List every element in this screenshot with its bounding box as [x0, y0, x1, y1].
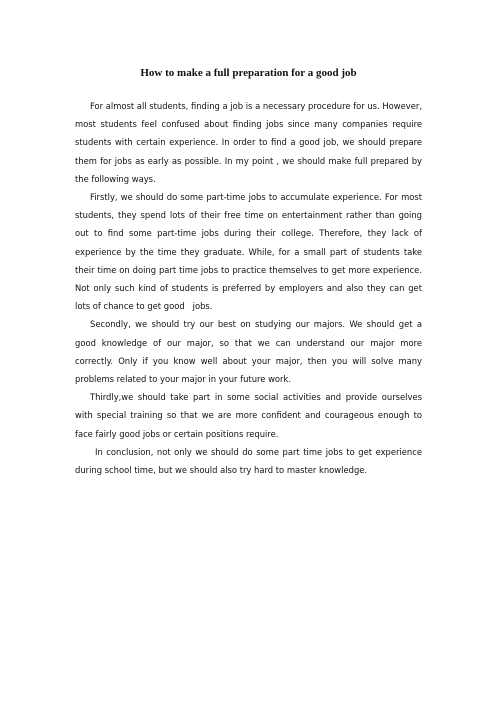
paragraph-thirdly: Thirdly,we should take part in some social activities and provide ourselves with special training so that we are more confident and courageous enough to face fairly good jobs or certain positions require. [75, 392, 422, 439]
document-body [75, 97, 422, 479]
paragraph-conclusion: In conclusion, not only we should do some part time jobs to get experience during school time, but we should also try hard to master knowledge. [75, 446, 422, 476]
paragraph-intro: For almost all students, finding a job is a necessary procedure for us. However, most students feel confused about finding jobs since many companies require students with certain experience. In order to find a good job, we should prepare them for jobs as early as possible. In my point , we should make full prepared by the following ways. [75, 101, 422, 184]
document-title: How to make a full preparation for a good job [140, 67, 357, 79]
paragraph-firstly: Firstly, we should do some part-time jobs to accumulate experience. For most students, they spend lots of their free time on entertainment rather than going out to find some part-time jobs during their college. Therefore, they lack of experience by the time they graduate. While, for a small part of students take their time on doing part time jobs to practice themselves to get more experience. Not only such kind of students is preferred by employers and also they can get lots of chance to get good jobs. [75, 192, 422, 312]
paragraph-secondly: Secondly, we should try our best on studying our majors. We should get a good knowledge of our major, so that we can understand our major more correctly. Only if you know well about your major, then you will solve many problems related to your major in your future work. [75, 319, 422, 385]
